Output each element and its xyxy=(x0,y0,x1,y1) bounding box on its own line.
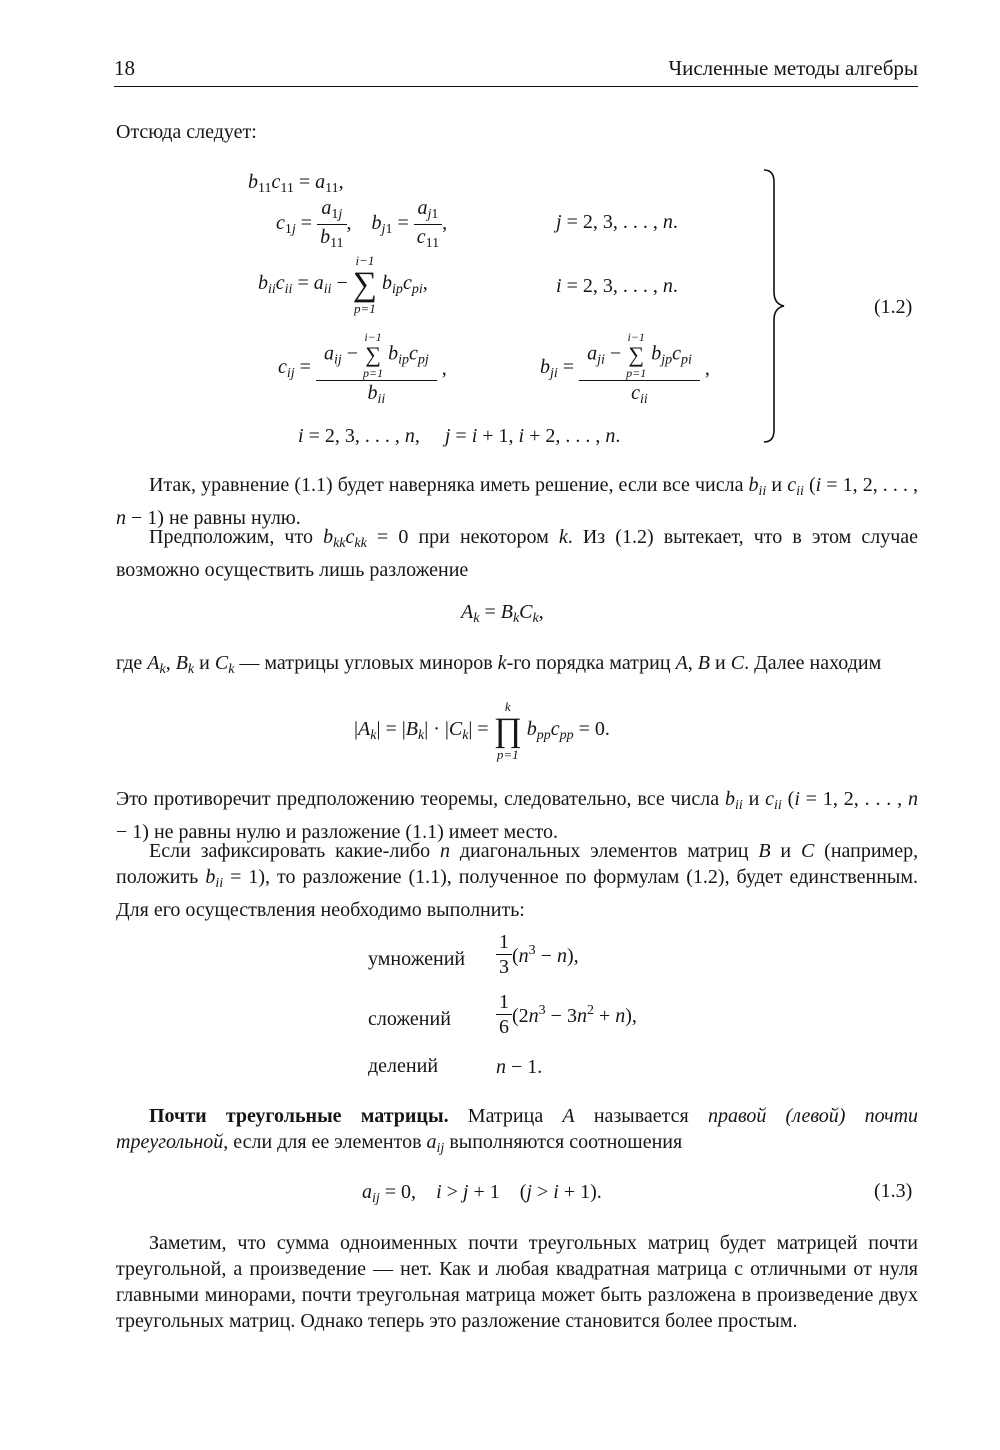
eq-line-2-range: j = 2, 3, . . . , n. xyxy=(556,211,678,233)
paragraph-4: Это противоречит предположению теоремы, следовательно, все числа $b_{ii}$ и $c_{ii}$ (i = 1, 2, . . . , n − 1) не равны нулю и разложение (1.1) имеет место. xyxy=(116,788,919,843)
count-divisions: n − 1. xyxy=(496,1056,543,1078)
prod-upper-limit: k xyxy=(504,699,511,714)
eq-line-3-range: i = 2, 3, . . . , n. xyxy=(556,275,678,297)
count-multiplications: $\frac{1}{3}$ $(n^3 - n)$, xyxy=(496,932,579,977)
sum-upper-limit: i−1 xyxy=(355,253,375,268)
eq-line-1: $b_{11}c_{11} = a_{11}$, xyxy=(248,171,344,196)
eq-line-2: $c_{1j}$ = $\frac{a_{1j}}{b_{11}}$ , $b_{j1}$ = $\frac{a_{j1}}{c_{11}}$ , xyxy=(276,197,448,251)
paragraph-7: Заметим, что сумма одноименных почти треугольных матриц будет матрицей почти треугольной, а произведение — нет. Как и любая квадратная матрица с отличными от нуля главными минорами, почти треугольная матрица может быть разложена в произведение двух треугольных матриц. Однако теперь это разложение становится более простым. xyxy=(116,1232,918,1332)
section-title: Почти треугольные матрицы. xyxy=(149,1105,449,1127)
equation-number-1-2: (1.2) xyxy=(874,296,913,318)
intro-text: Отсюда следует: xyxy=(116,121,257,143)
page-number: 18 xyxy=(114,56,135,80)
paragraph-5: Если зафиксировать какие-либо n диагональных элементов матриц B и C (например, положить $b_{ii} = 1$), то разложение (1.1), полученное по формулам (1.2), будет единственным. Для его осуществления необходимо выполнить: xyxy=(116,840,919,921)
running-title: Численные методы алгебры xyxy=(668,56,918,80)
count-additions: $\frac{1}{6}$ $(2n^3 - 3n^2 + n)$, xyxy=(496,992,637,1037)
eq-line-5: i = 2, 3, . . . , n, j = i + 1, i + 2, . . . , n. xyxy=(298,425,621,447)
paragraph-2: Предположим, что $b_{kk}c_{kk} = 0$ при некотором k. Из (1.2) вытекает, что в этом случае возможно осуществить лишь разложение xyxy=(116,526,919,581)
prod-lower-limit: p=1 xyxy=(496,747,519,762)
equation-number-1-3: (1.3) xyxy=(874,1180,913,1202)
equation-1-3: $a_{ij} = 0$, i > j + 1 (j > i + 1). xyxy=(362,1181,602,1206)
right-brace xyxy=(760,168,790,444)
eq-line-3: $b_{ii}c_{ii} = a_{ii}$ − i−1 ∑ p=1 $b_{ip}c_{pi}$, xyxy=(258,253,428,316)
label-additions: сложений xyxy=(368,1008,451,1030)
eq-line-4-b: $b_{ji}$ = $a_{ji}$ − i−1 ∑ p=1 $b_{jp}c_{pi}$ $c_{ii}$ , xyxy=(540,330,710,407)
header-rule xyxy=(114,86,918,87)
eq-line-4-c: $c_{ij}$ = $a_{ij}$ − i−1 ∑ p=1 $b_{ip}c_{pj}$ $b_{ii}$ , xyxy=(278,330,447,407)
paragraph-6: Почти треугольные матрицы. Матрица A называется правой (левой) почти треугольной, если для ее элементов $a_{ij}$ выполняются соотношения xyxy=(116,1105,919,1156)
sum-lower-limit: p=1 xyxy=(354,301,376,316)
equation-ak: $A_k = B_kC_k$, xyxy=(461,601,544,626)
paragraph-1: Итак, уравнение (1.1) будет наверняка иметь решение, если все числа $b_{ii}$ и $c_{ii}$ (i = 1, 2, . . . , n − 1) не равны нулю. xyxy=(116,474,919,529)
label-multiplications: умножений xyxy=(368,948,466,970)
paragraph-3: где $A_k$, $B_k$ и $C_k$ — матрицы угловых миноров k-го порядка матриц A, B и C. Далее находим xyxy=(116,652,882,677)
label-divisions: делений xyxy=(368,1055,439,1077)
equation-determinant: $|A_k| = |B_k| \cdot |C_k|$ = k ∏ p=1 $b_{pp}c_{pp} = 0$. xyxy=(354,699,610,762)
